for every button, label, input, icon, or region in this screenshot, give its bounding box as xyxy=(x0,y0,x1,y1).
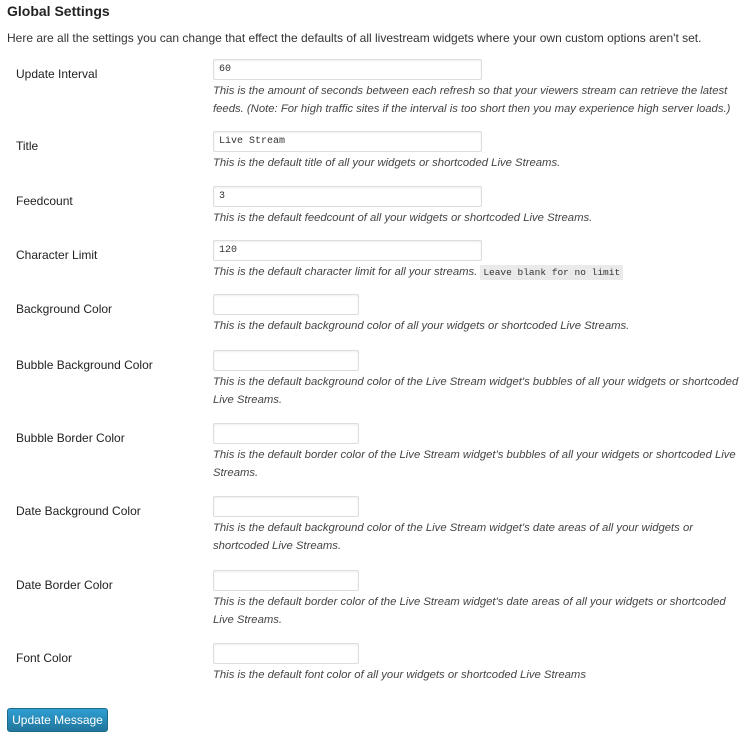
bubble-background-color-description: This is the default background color of the Live Stream widget's bubbles of all your widgets or shortcoded Live Streams. xyxy=(213,376,739,406)
bubble-border-color-description: This is the default border color of the Live Stream widget's bubbles of all your widgets or shortcoded Live Streams. xyxy=(213,449,736,479)
background-color-input[interactable] xyxy=(213,294,359,315)
bubble-background-color-input[interactable] xyxy=(213,350,359,371)
character-limit-description xyxy=(213,263,748,282)
page-intro: Here are all the settings you can change that effect the defaults of all livestream widgets where your own custom options aren't set. xyxy=(7,31,702,45)
title-input[interactable] xyxy=(213,131,482,152)
background-color-label: Background Color xyxy=(16,302,113,316)
date-background-color-label: Date Background Color xyxy=(16,504,141,518)
bubble-background-color-label: Bubble Background Color xyxy=(16,358,153,372)
page-title: Global Settings xyxy=(7,3,110,19)
bubble-border-color-input[interactable] xyxy=(213,423,359,444)
character-limit-description-text: This is the default character limit for all your streams. xyxy=(213,266,478,278)
bubble-border-color-label: Bubble Border Color xyxy=(16,431,125,445)
date-background-color-description: This is the default background color of the Live Stream widget's date areas of all your widgets or shortcoded Live Streams. xyxy=(213,522,694,552)
date-border-color-input[interactable] xyxy=(213,570,359,591)
title-label: Title xyxy=(16,139,39,153)
update-interval-input[interactable] xyxy=(213,59,482,80)
background-color-description: This is the default background color of all your widgets or shortcoded Live Streams. xyxy=(213,320,630,332)
title-description: This is the default title of all your widgets or shortcoded Live Streams. xyxy=(213,157,561,169)
font-color-label: Font Color xyxy=(16,651,73,665)
update-interval-description: This is the amount of seconds between each refresh so that your viewers stream can retrieve the latest feeds. (Note: For high traffic sites if the interval is too short then you may experience high server loads.) xyxy=(213,85,731,115)
update-message-button[interactable]: Update Message xyxy=(7,708,108,732)
character-limit-label: Character Limit xyxy=(16,248,98,262)
feedcount-input[interactable] xyxy=(213,186,482,207)
update-interval-label: Update Interval xyxy=(16,67,98,81)
font-color-description: This is the default font color of all your widgets or shortcoded Live Streams xyxy=(213,669,586,681)
character-limit-input[interactable] xyxy=(213,240,482,261)
character-limit-note: Leave blank for no limit xyxy=(480,265,623,280)
date-border-color-label: Date Border Color xyxy=(16,578,113,592)
font-color-input[interactable] xyxy=(213,643,359,664)
date-border-color-description: This is the default border color of the Live Stream widget's date areas of all your widgets or shortcoded Live Streams. xyxy=(213,596,726,626)
feedcount-label: Feedcount xyxy=(16,194,73,208)
feedcount-description: This is the default feedcount of all your widgets or shortcoded Live Streams. xyxy=(213,212,593,224)
date-background-color-input[interactable] xyxy=(213,496,359,517)
